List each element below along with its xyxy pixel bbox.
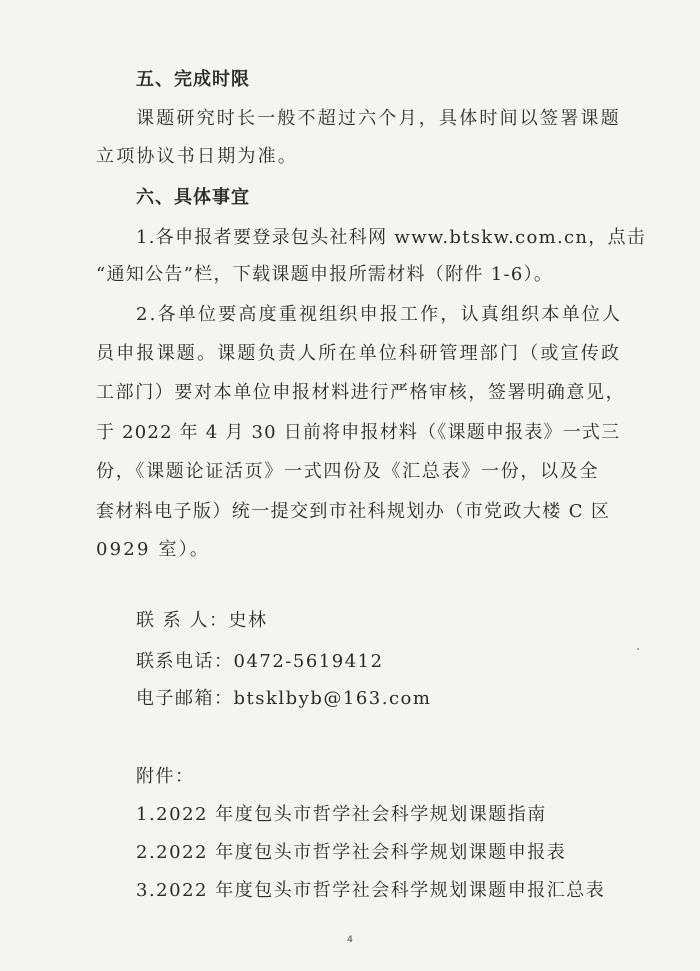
attachments-label: 附件：	[136, 766, 195, 787]
attachment-item: 2.2022 年度包头市哲学社会科学规划课题申报表	[136, 842, 567, 863]
section-5-line-2: 立项协议书日期为准。	[96, 146, 298, 167]
attachment-item: 3.2022 年度包头市哲学社会科学规划课题申报汇总表	[136, 880, 606, 901]
item-2-line-1: 2.各单位要高度重视组织申报工作，认真组织本单位人	[136, 304, 623, 325]
contact-phone: 联系电话：0472-5619412	[136, 651, 384, 672]
page-number: 4	[347, 935, 353, 945]
item-2-line-4: 于 2022 年 4 月 30 日前将申报材料（《课题申报表》一式三	[96, 422, 621, 443]
item-2-line-5: 份，《课题论证活页》一式四份及《汇总表》一份，以及全	[96, 461, 600, 482]
section-6-heading: 六、具体事宜	[136, 187, 250, 208]
scan-speck	[637, 648, 639, 650]
item-1-line-2: “通知公告”栏，下载课题申报所需材料（附件 1-6）。	[96, 264, 554, 285]
section-5-heading: 五、完成时限	[136, 69, 250, 90]
item-2-line-7: 0929 室）。	[96, 539, 211, 560]
item-1-line-1: 1.各申报者要登录包头社科网 www.btskw.com.cn，点击	[136, 227, 647, 248]
contact-email: 电子邮箱：btsklbyb@163.com	[136, 688, 432, 709]
contact-person: 联 系 人：史林	[136, 610, 268, 631]
section-5-line-1: 课题研究时长一般不超过六个月，具体时间以签署课题	[136, 108, 621, 129]
item-2-line-3: 工部门）要对本单位申报材料进行严格审核，签署明确意见，	[96, 382, 626, 403]
item-2-line-2: 员申报课题。课题负责人所在单位科研管理部门（或宣传政	[96, 343, 622, 364]
attachment-item: 1.2022 年度包头市哲学社会科学规划课题指南	[136, 804, 547, 825]
item-2-line-6: 套材料电子版）统一提交到市社科规划办（市党政大楼 C 区	[96, 501, 611, 522]
